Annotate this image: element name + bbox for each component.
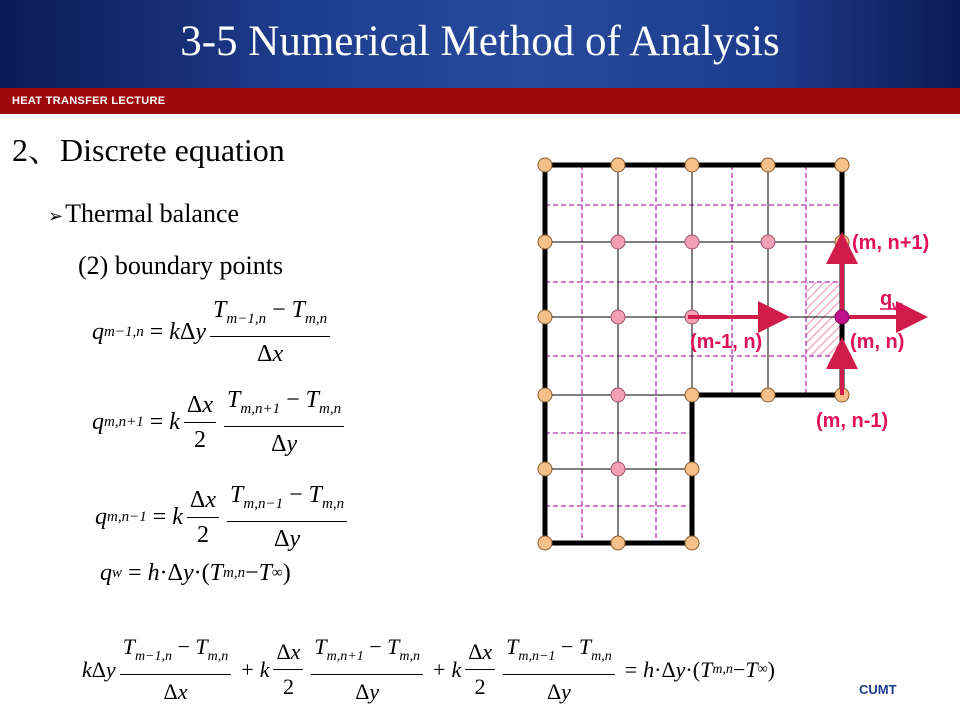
equation-balance: k Δ y $\frac{T_{m-1,n} - T_{m,n}}{\Delta x}$ + k $\frac{\Delta x}{2}$ $\frac{T_{m,n+1} - T_{m,n}}{\Delta y}$ + k $\frac{\Delta x}{2}$ $\frac{T_{m,n-1} - T_{m,n}}{\Delta y}$ = h ·Δ y ·( T m,n − T ∞ ) <box>82 634 775 704</box>
lecture-label: HEAT TRANSFER LECTURE <box>12 95 166 107</box>
slide-title: 3-5 Numerical Method of Analysis <box>180 18 780 65</box>
boundary-grid-diagram <box>520 145 960 565</box>
footer-org: CUMT <box>859 682 897 697</box>
label-left-node: (m-1, n) <box>690 331 763 353</box>
domain-boundary <box>545 165 842 543</box>
bullet-item <box>48 197 239 234</box>
equation-q-wall: q w = h ·Δ y ·( T m,n − T ∞ ) <box>100 560 291 586</box>
label-center-node: (m, n) <box>850 331 905 353</box>
label-bottom-node: (m, n-1) <box>816 410 889 432</box>
equation-q-bottom: q m,n−1 = k $\frac{\Delta x}{2}$ $\frac{T_{m,n-1} - T_{m,n}}{\Delta y}$ <box>95 480 351 554</box>
label-top-node: (m, n+1) <box>852 232 930 254</box>
equation-q-top: q m,n+1 = k $\frac{\Delta x}{2}$ $\frac{T_{m,n+1} - T_{m,n}}{\Delta y}$ <box>92 385 348 459</box>
equation-q-left: q m−1,n = k Δ y $\frac{T_{m-1,n} - T_{m,n}}{\Delta x}$ <box>92 295 334 369</box>
subheading: (2) boundary points <box>78 251 284 280</box>
label-flux: $q_w$ <box>880 288 903 313</box>
center-node <box>835 310 849 324</box>
bullet-text: Thermal balance <box>65 199 240 228</box>
arrow-bullet-icon: ➢ <box>48 206 64 227</box>
section-heading: 2、Discrete equation <box>12 132 285 168</box>
